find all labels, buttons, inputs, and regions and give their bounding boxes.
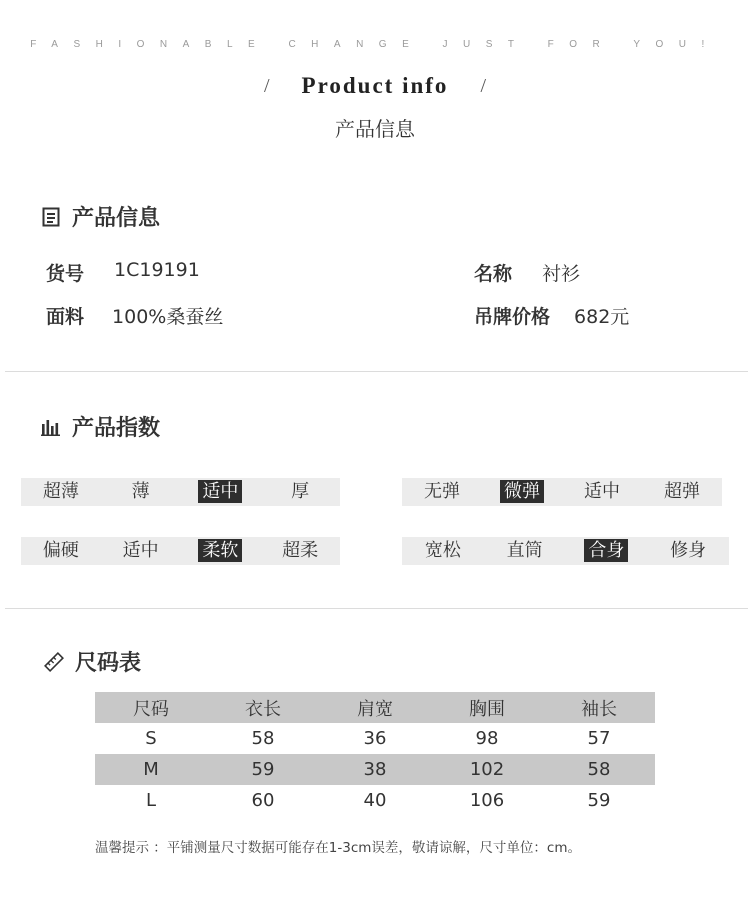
- info-key: 面料: [46, 306, 85, 328]
- table-header-cell: 胸围: [431, 692, 543, 723]
- size-chart-title: [43, 646, 141, 677]
- table-row: [95, 785, 655, 816]
- size-table-wrap: [95, 692, 655, 816]
- scale-option: 厚: [291, 481, 310, 502]
- document-icon: [40, 206, 62, 228]
- heading-en: Product info: [301, 73, 449, 98]
- table-cell: 60: [251, 790, 275, 811]
- scale-option: 超薄: [42, 481, 79, 502]
- table-cell: 57: [587, 728, 611, 749]
- table-cell: S: [145, 728, 157, 749]
- info-value: 衬衫: [542, 263, 581, 285]
- scale-option: 宽松: [424, 540, 461, 561]
- table-cell: 38: [319, 754, 431, 785]
- scale-option: 薄: [131, 481, 150, 502]
- table-header-cell: 肩宽: [319, 692, 431, 723]
- table-header-row: [95, 692, 655, 723]
- scale-option: 修身: [670, 540, 707, 561]
- divider: [5, 608, 748, 609]
- scale-option: 超弹: [664, 481, 700, 502]
- table-header-cell: 尺码: [95, 692, 207, 723]
- scale-option-selected: 微弹: [482, 479, 562, 505]
- scale-option: 适中: [122, 540, 159, 561]
- table-cell: M: [95, 754, 207, 785]
- info-item-name: [474, 259, 580, 286]
- product-info-title-text: 产品信息: [72, 206, 161, 231]
- info-item-fabric: [46, 302, 223, 329]
- scale-thickness: [21, 478, 340, 506]
- table-row: [95, 723, 655, 754]
- table-cell: 58: [251, 728, 275, 749]
- product-index-title-text: 产品指数: [72, 416, 161, 441]
- info-value: 682元: [574, 306, 630, 328]
- scale-softness: [21, 537, 340, 565]
- ruler-icon: [43, 651, 65, 673]
- heading-cn: 产品信息: [335, 117, 415, 141]
- divider: [5, 371, 748, 372]
- bar-chart-icon: [40, 416, 62, 438]
- table-header-cell: 衣长: [207, 692, 319, 723]
- info-item-price: [474, 302, 629, 329]
- scale-option-selected: 适中: [181, 479, 261, 505]
- scale-option-selected: 合身: [566, 538, 648, 564]
- info-key: 货号: [46, 263, 85, 285]
- scale-fit: [402, 537, 729, 565]
- heading-row: [0, 73, 750, 99]
- table-cell: 36: [363, 728, 387, 749]
- scale-option: 直筒: [506, 540, 543, 561]
- table-cell: L: [145, 790, 157, 811]
- scale-elasticity: [402, 478, 722, 506]
- info-value: 1C19191: [114, 259, 200, 281]
- table-header-cell: 袖长: [543, 692, 655, 723]
- tagline: FASHIONABLE CHANGE JUST FOR YOU!: [30, 39, 720, 50]
- table-cell: 40: [363, 790, 387, 811]
- scale-option: 偏硬: [42, 540, 79, 561]
- table-cell: 58: [543, 754, 655, 785]
- table-cell: 98: [475, 728, 499, 749]
- scale-option: 超柔: [282, 540, 319, 561]
- slash-right: /: [480, 74, 486, 97]
- table-row: [95, 754, 655, 785]
- table-cell: 59: [207, 754, 319, 785]
- info-key: 名称: [474, 263, 513, 285]
- size-chart-title-text: 尺码表: [75, 651, 142, 676]
- info-value: 100%桑蚕丝: [112, 306, 224, 328]
- table-cell: 59: [587, 790, 611, 811]
- size-table: [95, 692, 655, 816]
- product-info-title: [40, 201, 160, 232]
- scale-option-selected: 柔软: [181, 538, 261, 564]
- product-index-title: [40, 411, 160, 442]
- table-cell: 102: [431, 754, 543, 785]
- scale-option: 无弹: [424, 481, 460, 502]
- scale-option: 适中: [584, 481, 620, 502]
- info-item-sku: [46, 259, 200, 286]
- slash-left: /: [263, 74, 270, 97]
- size-note: 温馨提示 ：平铺测量尺寸数据可能存在1-3cm误差，敬请谅解，尺寸单位：cm。: [95, 840, 581, 856]
- table-cell: 106: [469, 790, 505, 811]
- info-key: 吊牌价格: [474, 306, 551, 328]
